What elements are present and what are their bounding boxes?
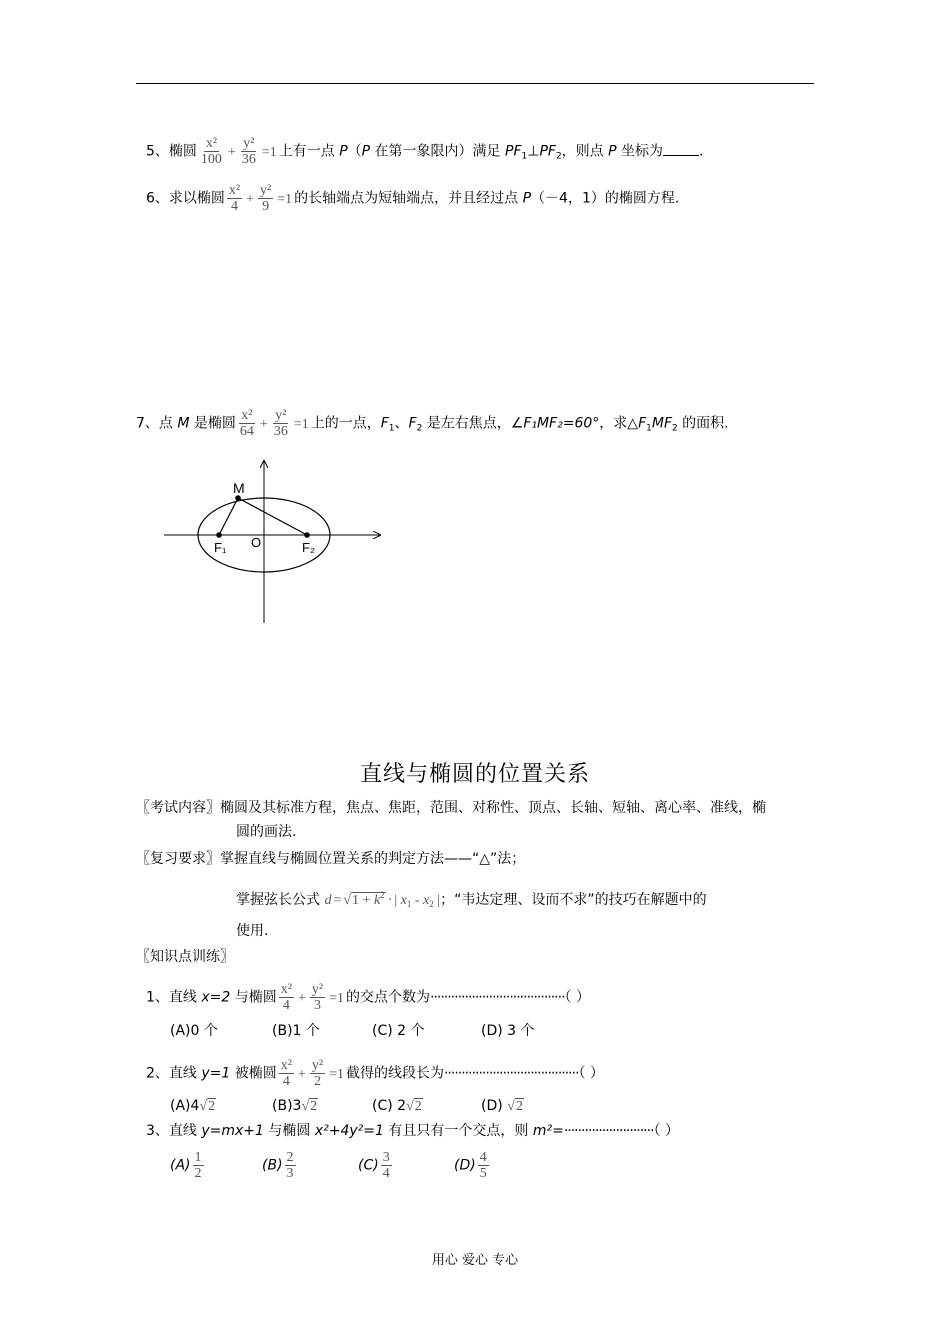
p1-option-c[interactable]: (C) 2 个 xyxy=(372,1023,425,1039)
point-f2 xyxy=(304,532,310,538)
problem-2: 2、直线 y=1 被椭圆 $\frac{\text{x²}}{4}$ + $\frac{\text{y²}}{2}$ =1 截得的线段长为·······································（ ） xyxy=(146,1058,604,1089)
p1-option-a[interactable]: (A)0 个 xyxy=(170,1023,218,1039)
section-title: 直线与椭圆的位置关系 xyxy=(359,762,590,787)
exam-content-cont: 圆的画法. xyxy=(236,824,297,840)
fraction: $\frac{\text{x²}}{4}$ xyxy=(280,1058,292,1089)
fraction: $\frac{\text{x²}}{4}$ xyxy=(228,183,241,214)
fraction: $\frac{\text{y²}}{9}$ xyxy=(260,183,272,214)
segment-mf2 xyxy=(238,498,307,535)
question-6: 6、求以椭圆 $\frac{\text{x²}}{4}$ + $\frac{\text{y²}}{9}$ =1 的长轴端点为短轴端点，并且经过点 P（－4，1）的椭圆方程. xyxy=(146,183,680,214)
fraction: $\frac{\text{y²}}{36}$ xyxy=(241,136,256,167)
point-m xyxy=(235,495,241,501)
problem-1: 1、直线 x=2 与椭圆 $\frac{\text{x²}}{4}$ + $\frac{\text{y²}}{3}$ =1 的交点个数为·······································（ ） xyxy=(146,982,590,1013)
p2-option-c[interactable]: (C) 2√2 xyxy=(372,1098,422,1114)
p3-option-d[interactable]: (D) $\frac{4}{5}$ xyxy=(454,1150,487,1181)
label-f1: F₁ xyxy=(214,540,227,555)
training-label: 〖知识点训练〗 xyxy=(136,949,234,965)
exam-content: 〖考试内容〗椭圆及其标准方程，焦点、焦距，范围、对称性、顶点、长轴、短轴、离心率、准线，椭 xyxy=(136,800,766,816)
fraction: $\frac{\text{y²}}{36}$ xyxy=(273,408,288,439)
p1-option-d[interactable]: (D) 3 个 xyxy=(481,1023,535,1039)
fraction: $\frac{\text{x²}}{4}$ xyxy=(280,982,292,1013)
p2-option-a[interactable]: (A)4√2 xyxy=(170,1098,216,1114)
question-5: 5、椭圆 $\frac{\text{x²}}{100}$ + $\frac{\text{y²}}{36}$ =1 上有一点 P（P 在第一象限内）满足 $PF_1\perp PF_2$，则点 P 坐标为 . xyxy=(146,136,704,167)
p3-option-c[interactable]: (C) $\frac{3}{4}$ xyxy=(358,1150,390,1181)
p3-option-b[interactable]: (B) $\frac{2}{3}$ xyxy=(262,1150,294,1181)
review-requirement: 〖复习要求〗掌握直线与椭圆位置关系的判定方法——“△”法； xyxy=(136,851,526,867)
page-footer: 用心 爱心 专心 xyxy=(431,1253,519,1268)
review-chord-formula: 掌握弦长公式 $d = √1 + k^2$ · | $x_1 - x_2$ |；“韦达定理、设而不求”的技巧在解题中的 xyxy=(236,890,707,909)
answer-blank[interactable] xyxy=(663,141,699,156)
label-f2: F₂ xyxy=(302,540,315,555)
fraction: $\frac{\text{y²}}{2}$ xyxy=(311,1058,324,1089)
p1-option-b[interactable]: (B)1 个 xyxy=(272,1023,320,1039)
fraction: $\frac{\text{x²}}{100}$ xyxy=(200,136,222,167)
fraction: $\frac{\text{y²}}{3}$ xyxy=(311,982,324,1013)
question-7: 7、点 M 是椭圆 $\frac{\text{x²}}{64}$ + $\frac{\text{y²}}{36}$ =1 上的一点，$F_1$、$F_2$ 是左右焦点，∠F₁MF₂=60°，求$\triangle F_1MF_2$ 的面积. xyxy=(136,408,729,439)
label-o: O xyxy=(251,535,262,550)
problem-3: 3、直线 y=mx+1 与椭圆 x²+4y²=1 有且只有一个交点，则 m²=··························（ ） xyxy=(146,1123,679,1139)
point-f1 xyxy=(216,532,222,538)
p3-option-a[interactable]: (A) $\frac{1}{2}$ xyxy=(170,1150,202,1181)
header-rule xyxy=(136,83,814,84)
fraction: $\frac{\text{x²}}{64}$ xyxy=(239,408,254,439)
p2-option-b[interactable]: (B)3√2 xyxy=(272,1098,318,1114)
ellipse-figure xyxy=(160,455,390,627)
label-m: M xyxy=(233,480,245,496)
p2-option-d[interactable]: (D) √2 xyxy=(481,1098,523,1114)
review-cont: 使用. xyxy=(236,923,269,939)
